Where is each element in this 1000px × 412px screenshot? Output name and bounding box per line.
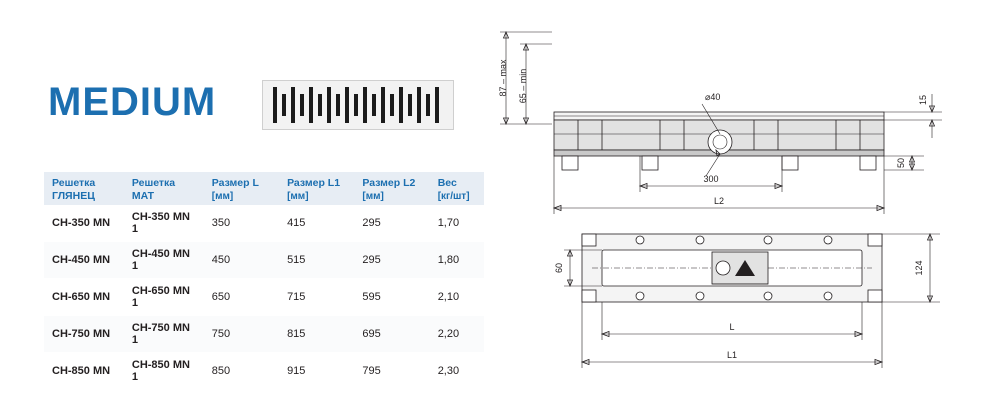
cell-grate-matt: CH-450 MN 1 bbox=[124, 242, 204, 279]
right-dimension-group bbox=[884, 94, 942, 170]
cell-weight: 1,80 bbox=[430, 242, 484, 279]
cell-grate-gloss: CH-350 MN bbox=[44, 205, 124, 242]
table-row bbox=[44, 316, 484, 353]
table-row bbox=[44, 279, 484, 316]
cell-size-l: 750 bbox=[204, 316, 279, 353]
cell-size-l: 850 bbox=[204, 353, 279, 390]
column-header-grate-gloss: Решетка ГЛЯНЕЦ bbox=[44, 172, 124, 205]
cell-grate-gloss: CH-650 MN bbox=[44, 279, 124, 316]
dim-length-l1: L1 bbox=[726, 350, 738, 360]
cell-size-l1: 715 bbox=[279, 279, 354, 316]
cell-size-l: 650 bbox=[204, 279, 279, 316]
page-title: MEDIUM bbox=[48, 80, 217, 124]
grate-product-image bbox=[262, 80, 454, 130]
specification-table bbox=[44, 172, 484, 390]
cell-size-l2: 695 bbox=[354, 316, 429, 353]
cell-size-l2: 595 bbox=[354, 279, 429, 316]
side-section-drawing bbox=[492, 14, 992, 224]
dim-height-min: 65 – min bbox=[518, 68, 528, 104]
cell-size-l2: 295 bbox=[354, 205, 429, 242]
cell-grate-matt: CH-850 MN 1 bbox=[124, 353, 204, 390]
column-header-grate-matt: Решетка МАТ bbox=[124, 172, 204, 205]
channel-body-section bbox=[554, 112, 884, 170]
column-header-size-l2: Размер L2 [мм] bbox=[354, 172, 429, 205]
dim-width-inner: 60 bbox=[554, 262, 564, 274]
table-header-row bbox=[44, 172, 484, 205]
cell-grate-matt: CH-750 MN 1 bbox=[124, 316, 204, 353]
length-l1-dimension bbox=[582, 302, 882, 368]
outlet-position-dimension bbox=[640, 156, 782, 192]
cell-size-l1: 815 bbox=[279, 316, 354, 353]
dim-outlet-position: 300 bbox=[703, 174, 719, 184]
height-dimension-group bbox=[498, 32, 552, 124]
column-header-size-l: Размер L [мм] bbox=[204, 172, 279, 205]
length-l2-dimension bbox=[554, 156, 884, 214]
dim-length-l: L bbox=[729, 322, 735, 332]
channel-plan-body bbox=[582, 234, 882, 302]
cell-weight: 1,70 bbox=[430, 205, 484, 242]
dim-outlet-diameter: ⌀40 bbox=[705, 92, 721, 102]
cell-size-l1: 415 bbox=[279, 205, 354, 242]
cell-weight: 2,20 bbox=[430, 316, 484, 353]
dim-grate-thickness: 15 bbox=[918, 94, 928, 106]
plan-view-drawing bbox=[540, 222, 960, 382]
cell-grate-matt: CH-650 MN 1 bbox=[124, 279, 204, 316]
table-row bbox=[44, 353, 484, 390]
width-outer-dimension bbox=[882, 234, 940, 302]
dim-height-max: 87 – max bbox=[498, 59, 508, 97]
dim-width-outer: 124 bbox=[914, 260, 924, 276]
cell-size-l1: 515 bbox=[279, 242, 354, 279]
cell-size-l1: 915 bbox=[279, 353, 354, 390]
dim-body-height: 50 bbox=[896, 157, 906, 169]
cell-grate-matt: CH-350 MN 1 bbox=[124, 205, 204, 242]
cell-grate-gloss: CH-850 MN bbox=[44, 353, 124, 390]
cell-weight: 2,10 bbox=[430, 279, 484, 316]
cell-grate-gloss: CH-750 MN bbox=[44, 316, 124, 353]
cell-size-l: 350 bbox=[204, 205, 279, 242]
cell-size-l: 450 bbox=[204, 242, 279, 279]
length-l-dimension bbox=[602, 302, 862, 340]
cell-size-l2: 295 bbox=[354, 242, 429, 279]
dim-length-l2: L2 bbox=[713, 196, 725, 206]
column-header-size-l1: Размер L1 [мм] bbox=[279, 172, 354, 205]
table-row bbox=[44, 205, 484, 242]
cell-size-l2: 795 bbox=[354, 353, 429, 390]
column-header-weight: Вес [кг/шт] bbox=[430, 172, 484, 205]
cell-grate-gloss: CH-450 MN bbox=[44, 242, 124, 279]
cell-weight: 2,30 bbox=[430, 353, 484, 390]
table-row bbox=[44, 242, 484, 279]
